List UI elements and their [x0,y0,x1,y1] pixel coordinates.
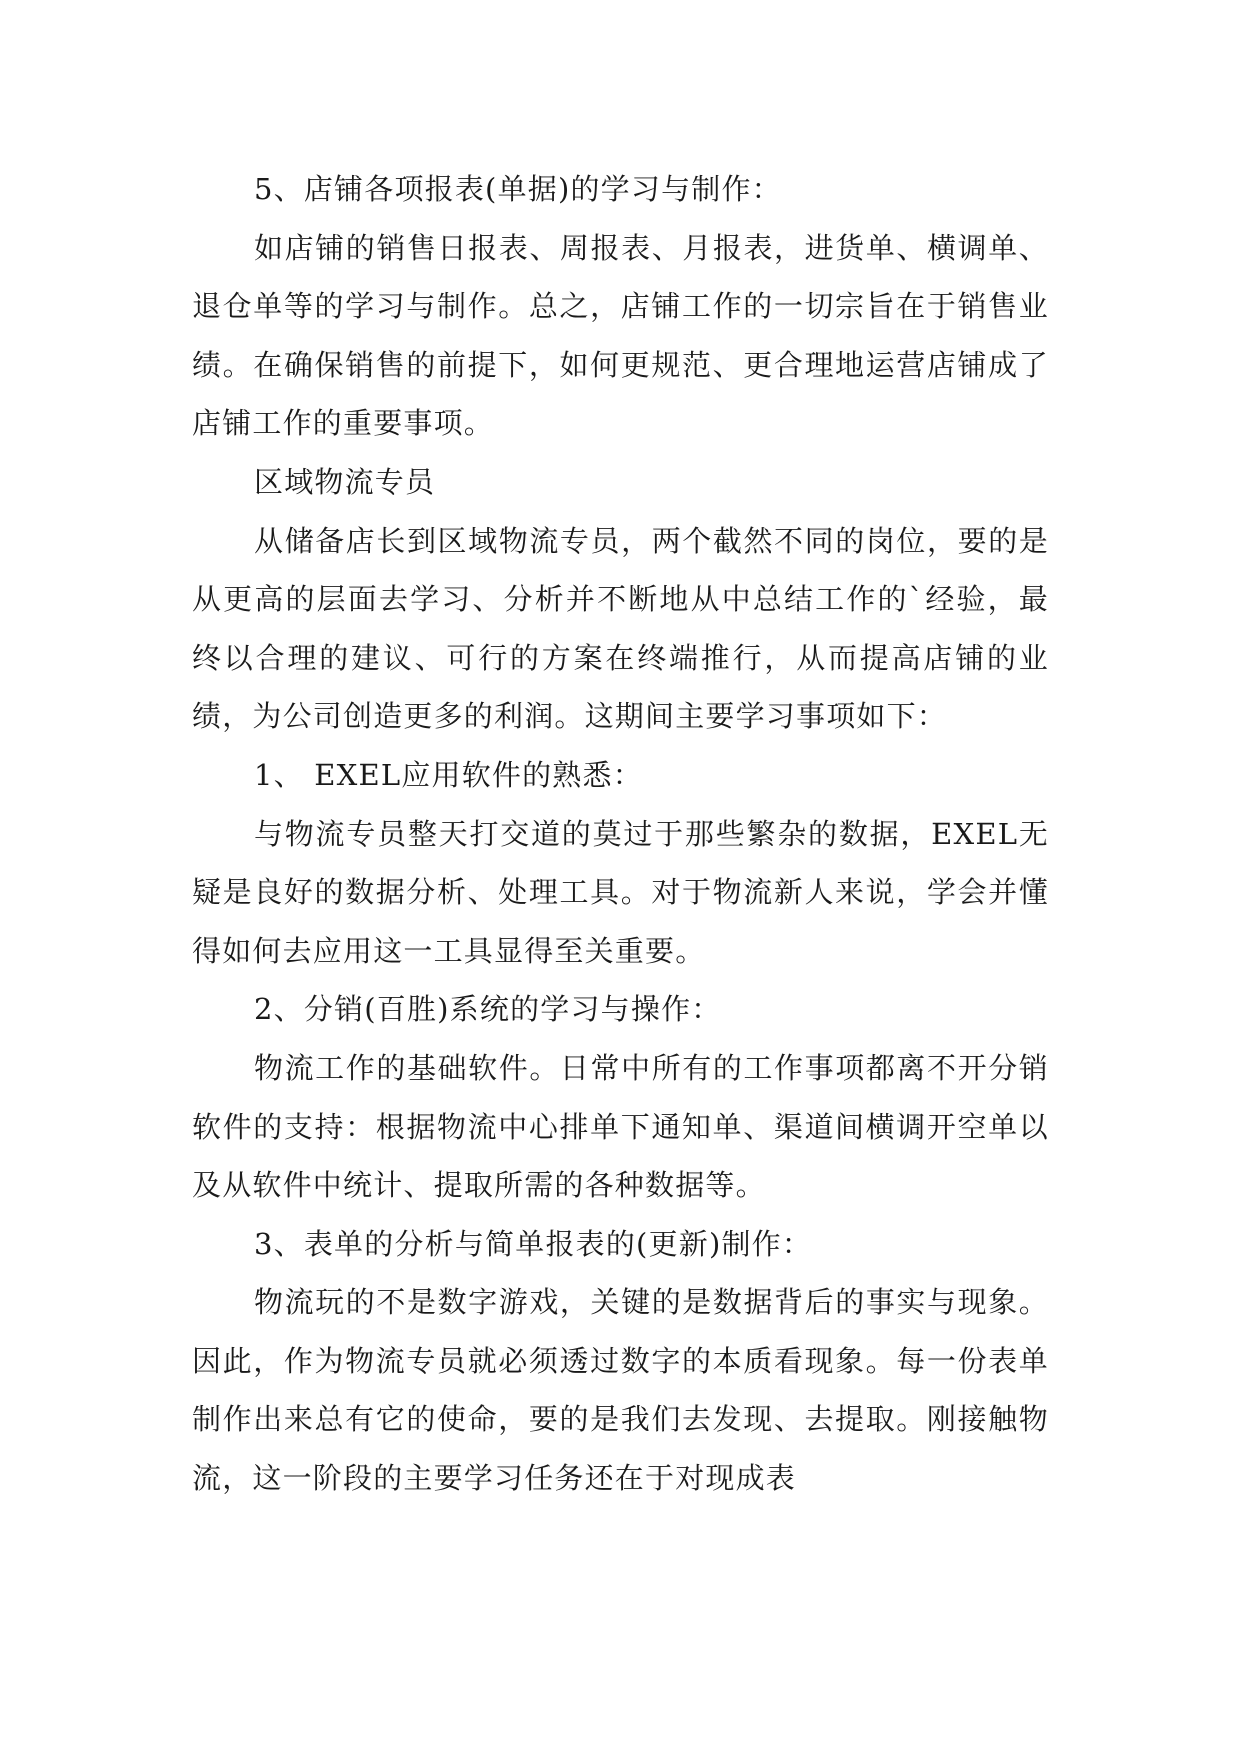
paragraph-distribution-system: 物流工作的基础软件。日常中所有的工作事项都离不开分销软件的支持：根据物流中心排单下通知单、渠道间横调开空单以及从软件中统计、提取所需的各种数据等。 [192,1050,1049,1203]
paragraph-heading-reports: 5、店铺各项报表(单据)的学习与制作： [254,172,782,206]
paragraph-form-analysis: 物流玩的不是数字游戏，关键的是数据背后的事实与现象。因此，作为物流专员就必须透过数字的本质看现象。每一份表单制作出来总有它的使命，要的是我们去发现、去提取。刚接触物流，这一阶段的主要学习任务还在于对现成表 [192,1285,1049,1496]
paragraph-heading-distribution-system: 2、分销(百胜)系统的学习与操作： [254,992,722,1027]
paragraph-store-reports: 如店铺的销售日报表、周报表、月报表，进货单、横调单、退仓单等的学习与制作。总之，店铺工作的一切宗旨在于销售业绩。在确保销售的前提下，如何更规范、更合理地运营店铺成了店铺工作的重要事项。 [192,230,1049,441]
paragraph-exel: 与物流专员整天打交道的莫过于那些繁杂的数据，EXEL无疑是良好的数据分析、处理工具。对于物流新人来说，学会并懂得如何去应用这一工具显得至关重要。 [192,816,1049,968]
paragraph-heading-logistics-specialist: 区域物流专员 [254,464,436,499]
document-body [192,160,1049,1508]
paragraph-heading-exel: 1、 EXEL应用软件的熟悉： [254,757,643,792]
paragraph-heading-form-analysis: 3、表单的分析与简单报表的(更新)制作： [254,1226,813,1261]
paragraph-logistics-intro: 从储备店长到区域物流专员，两个截然不同的岗位，要的是从更高的层面去学习、分析并不断地从中总结工作的`经验，最终以合理的建议、可行的方案在终端推行，从而提高店铺的业绩，为公司创造更多的利润。这期间主要学习事项如下： [192,523,1049,734]
